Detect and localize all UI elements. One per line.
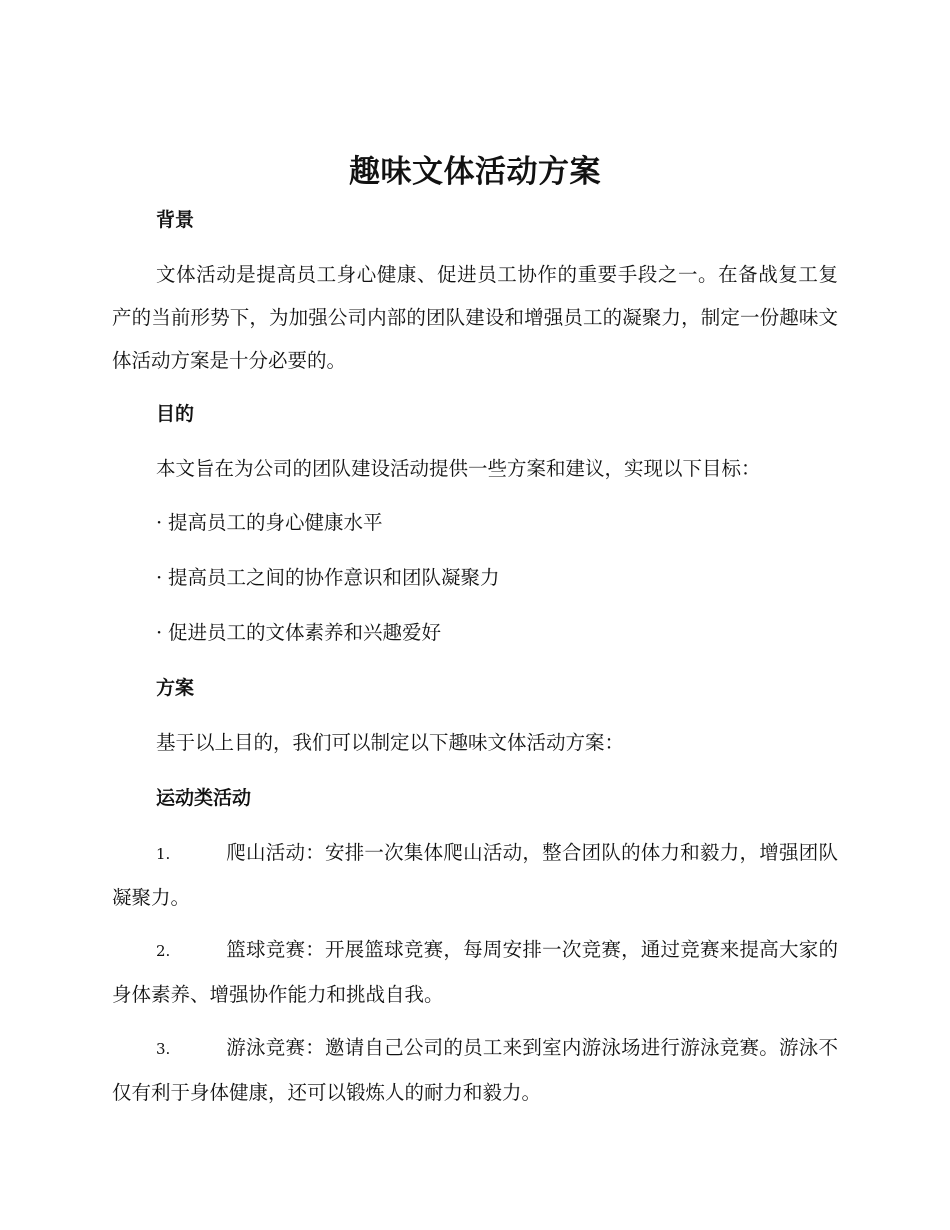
paragraph-background: 文体活动是提高员工身心健康、促进员工协作的重要手段之一。在备战复工复产的当前形势下，为加强公司内部的团队建设和增强员工的凝聚力，制定一份趣味文体活动方案是十分必要的。 — [112, 263, 838, 372]
document-title: 趣味文体活动方案 — [349, 154, 601, 190]
list-item-activity-3 — [112, 1026, 838, 1114]
goal-text: 提高员工的身心健康水平 — [168, 511, 383, 534]
bullet-dot: · — [156, 621, 163, 644]
bullet-dot: · — [156, 511, 163, 534]
heading-plan: 方案 — [156, 677, 195, 699]
bullet-dot: · — [156, 566, 163, 589]
goal-text: 提高员工之间的协作意识和团队凝聚力 — [168, 566, 500, 589]
heading-background: 背景 — [156, 209, 195, 231]
list-item-activity-2 — [112, 928, 838, 1016]
goal-text: 促进员工的文体素养和兴趣爱好 — [168, 621, 442, 644]
list-item-goal-2 — [156, 564, 500, 592]
list-item-goal-1 — [156, 509, 383, 537]
heading-purpose: 目的 — [156, 403, 195, 425]
paragraph-plan-intro: 基于以上目的，我们可以制定以下趣味文体活动方案： — [156, 731, 625, 754]
list-item-activity-1 — [112, 831, 838, 919]
heading-sports-activities: 运动类活动 — [156, 787, 252, 809]
item-number: 3. — [156, 1040, 171, 1058]
item-text: 游泳竞赛：邀请自己公司的员工来到室内游泳场进行游泳竞赛。游泳不仅有利于身体健康，还可以锻炼人的耐力和毅力。 — [112, 1036, 838, 1104]
item-number: 1. — [156, 845, 171, 863]
item-text: 爬山活动：安排一次集体爬山活动，整合团队的体力和毅力，增强团队凝聚力。 — [112, 841, 838, 909]
item-number: 2. — [156, 942, 171, 960]
list-item-goal-3 — [156, 619, 441, 647]
paragraph-purpose-intro: 本文旨在为公司的团队建设活动提供一些方案和建议，实现以下目标： — [156, 457, 761, 480]
item-text: 篮球竞赛：开展篮球竞赛，每周安排一次竞赛，通过竞赛来提高大家的身体素养、增强协作能力和挑战自我。 — [112, 938, 838, 1006]
